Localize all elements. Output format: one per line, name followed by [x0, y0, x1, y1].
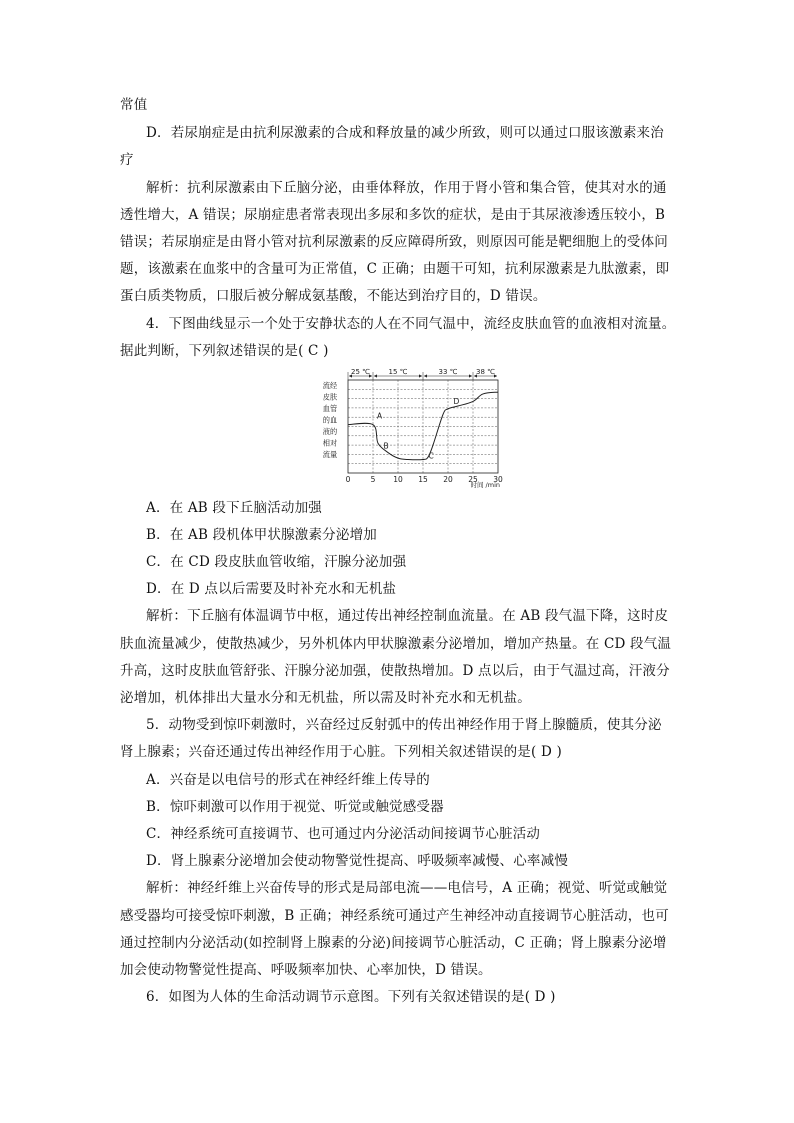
analysis-line: 解析：神经纤维上兴奋传导的形式是局部电流——电信号，A 正确；视觉、听觉或触觉: [146, 880, 668, 896]
y-label-line: 皮肤: [322, 392, 338, 402]
text-line: 疗: [120, 152, 134, 168]
option-b: B．惊吓刺激可以作用于视觉、听觉或触觉感受器: [146, 799, 444, 815]
temperature-bands: [348, 368, 497, 380]
point-label: B: [383, 441, 389, 451]
arrow-left-icon: [374, 374, 377, 377]
y-label-line: 液的: [322, 427, 338, 436]
option-c: C．神经系统可直接调节、也可通过内分泌活动间接调节心脏活动: [146, 826, 541, 842]
analysis-line: 升高，这时皮肤血管舒张、汗腺分泌加强，使散热增加。D 点以后，由于气温过高，汗液分: [120, 663, 670, 679]
arrow-right-icon: [469, 374, 472, 377]
x-tick-label: 5: [370, 475, 376, 484]
analysis-line: 肤血流量减少，使散热减少，另外机体内甲状腺激素分泌增加，增加产热量。在 CD 段气温: [120, 636, 672, 652]
x-tick-label: 30: [493, 475, 503, 484]
question-5: 5．动物受到惊吓刺激时，兴奋经过反射弧中的传出神经作用于肾上腺髓质，使其分泌: [146, 717, 662, 733]
analysis-line: 泌增加，机体排出大量水分和无机盐，所以需及时补充水和无机盐。: [120, 690, 531, 706]
option-a: A．在 AB 段下丘脑活动加强: [146, 500, 323, 516]
question-4-cont: 据此判断，下列叙述错误的是( C ): [120, 343, 329, 359]
option-d: D．在 D 点以后需要及时补充水和无机盐: [146, 581, 397, 597]
band-label: 15 ℃: [388, 368, 408, 376]
analysis-line: 错误；若尿崩症是由肾小管对抗利尿激素的反应障碍所致，则原因可能是靶细胞上的受体问: [120, 234, 668, 250]
question-6: 6．如图为人体的生命活动调节示意图。下列有关叙述错误的是( D ): [146, 989, 556, 1005]
analysis-line: 感受器均可接受惊吓刺激，B 正确；神经系统可通过产生神经冲动直接调节心脏活动，也可: [120, 908, 669, 924]
y-label-line: 相对: [322, 438, 338, 448]
y-label-line: 的血: [322, 415, 338, 425]
point-label: D: [453, 397, 460, 407]
arrow-left-icon: [424, 374, 427, 377]
x-tick-label: 0: [345, 475, 351, 484]
option-d: D．若尿崩症是由抗利尿激素的合成和释放量的减少所致，则可以通过口服该激素来治: [146, 125, 664, 141]
point-label: A: [377, 411, 383, 421]
question-4: 4．下图曲线显示一个处于安静状态的人在不同气温中，流经皮肤血管的血液相对流量。: [146, 316, 676, 332]
analysis-line: 透性增大，A 错误；尿崩症患者常表现出多尿和多饮的症状，是由于其尿液渗透压较小，B: [120, 207, 666, 223]
x-tick-label: 10: [393, 475, 403, 484]
band-label: 38 ℃: [476, 368, 495, 376]
blood-flow-chart: [310, 366, 510, 491]
y-label-line: 流经: [322, 381, 338, 390]
point-labels: [377, 397, 460, 460]
option-b: B．在 AB 段机体甲状腺激素分泌增加: [146, 527, 377, 543]
analysis-line: 通过控制内分泌活动(如控制肾上腺素的分泌)间接调节心脏活动，C 正确；肾上腺素分泌增: [120, 935, 667, 951]
x-axis-label: 时间 /min: [470, 481, 500, 489]
option-d: D．肾上腺素分泌增加会使动物警觉性提高、呼吸频率减慢、心率减慢: [146, 853, 569, 869]
arrow-right-icon: [419, 374, 422, 377]
text-line: 常值: [120, 97, 148, 113]
y-axis-label: [323, 381, 338, 459]
band-label: 33 ℃: [438, 368, 458, 376]
point-label: C: [428, 451, 434, 461]
analysis-line: 加会使动物警觉性提高、呼吸频率加快、心率加快，D 错误。: [120, 962, 492, 978]
x-tick-label: 20: [443, 475, 453, 484]
analysis-line: 题，该激素在血浆中的含量可为正常值，C 正确；由题干可知，抗利尿激素是九肽激素，即: [120, 261, 670, 277]
y-label-line: 流量: [322, 450, 338, 459]
question-5-cont: 肾上腺素；兴奋还通过传出神经作用于心脏。下列相关叙述错误的是( D ): [120, 744, 562, 760]
y-label-line: 血管: [322, 404, 338, 413]
x-tick-label: 15: [418, 475, 428, 484]
analysis-line: 解析：下丘脑有体温调节中枢，通过传出神经控制血流量。在 AB 段气温下降，这时皮: [146, 608, 669, 624]
analysis-line: 蛋白质类物质，口服后被分解成氨基酸，不能达到治疗目的，D 错误。: [120, 288, 547, 304]
option-a: A．兴奋是以电信号的形式在神经纤维上传导的: [146, 772, 430, 788]
option-c: C．在 CD 段皮肤血管收缩，汗腺分泌加强: [146, 554, 407, 570]
band-label: 25 ℃: [351, 368, 370, 376]
x-tick-label: 25: [468, 475, 478, 484]
analysis-line: 解析：抗利尿激素由下丘脑分泌，由垂体释放，作用于肾小管和集合管，使其对水的通: [146, 180, 667, 196]
